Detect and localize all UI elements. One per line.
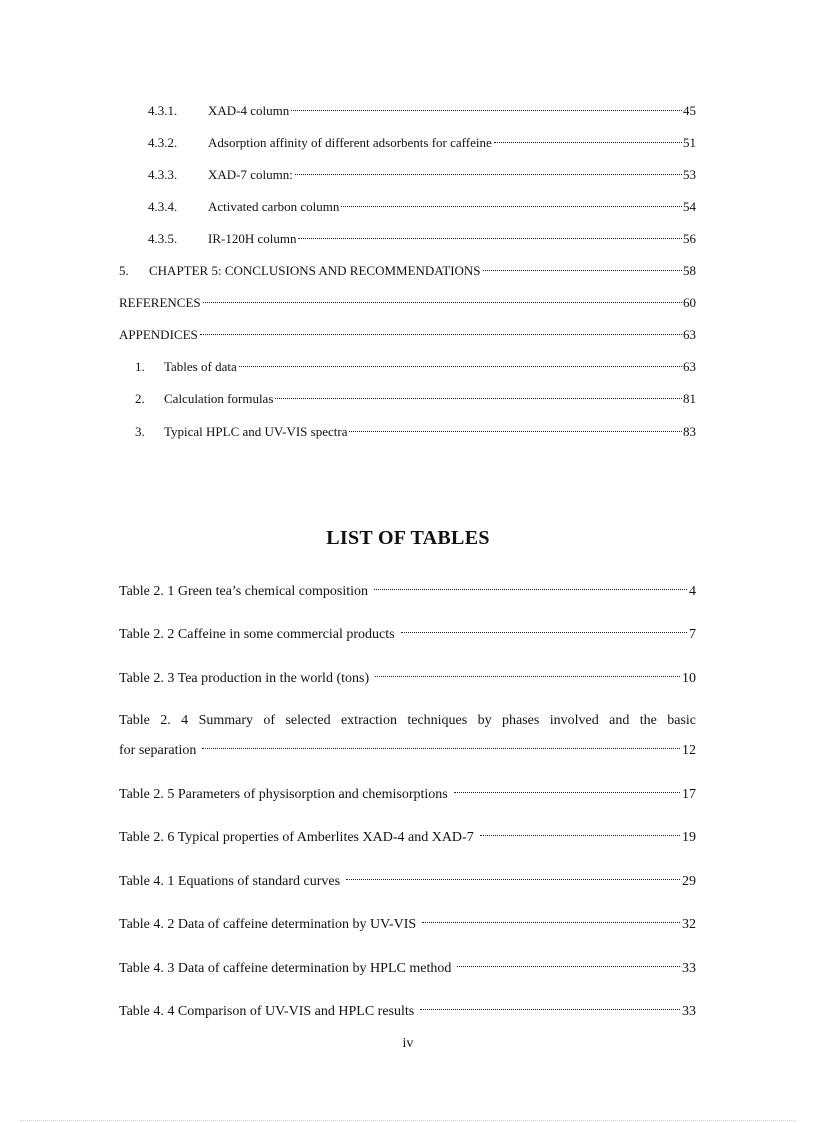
toc-entry-title: REFERENCES	[119, 295, 201, 310]
list-of-tables-entry[interactable]	[119, 997, 696, 1027]
toc-entry-title: Calculation formulas	[164, 391, 274, 406]
list-of-tables-entry[interactable]	[119, 664, 696, 694]
dot-leader	[200, 334, 682, 335]
dot-leader	[202, 748, 680, 749]
toc-entry-page: 51	[683, 135, 696, 150]
toc-entry[interactable]	[0, 197, 816, 217]
toc-entry-page: 53	[683, 167, 696, 182]
list-of-tables-entry[interactable]	[119, 577, 696, 607]
dot-leader	[494, 142, 682, 143]
toc-entry-page: 45	[683, 103, 696, 118]
dot-leader	[295, 174, 682, 175]
toc-entry-page: 56	[683, 231, 696, 246]
table-entry-page: 33	[682, 1004, 696, 1019]
table-entry-page: 4	[689, 584, 696, 599]
table-entry-title: Table 2. 4 Summary of selected extraction techniques by phases involved and the basic	[119, 713, 696, 728]
page-edge-divider	[20, 1120, 796, 1121]
toc-entry-number: 4.3.2.	[148, 135, 178, 150]
toc-entry[interactable]	[0, 229, 816, 249]
toc-entry-title: XAD-7 column:	[208, 167, 293, 182]
page-number: iv	[402, 1036, 414, 1051]
toc-entry-page: 83	[683, 424, 696, 439]
dot-leader	[483, 270, 682, 271]
dot-leader	[374, 589, 687, 590]
dot-leader	[454, 792, 680, 793]
table-entry-page: 7	[689, 627, 696, 642]
table-entry-title: Table 4. 1 Equations of standard curves	[119, 874, 341, 889]
dot-leader	[275, 398, 682, 399]
dot-leader	[375, 676, 680, 677]
dot-leader	[480, 835, 680, 836]
toc-entry-number: 4.3.5.	[148, 231, 178, 246]
toc-entry[interactable]	[0, 357, 816, 377]
table-entry-title: Table 2. 3 Tea production in the world (tons)	[119, 671, 370, 686]
table-entry-page: 29	[682, 874, 696, 889]
toc-entry-title: APPENDICES	[119, 327, 198, 342]
toc-entry-number: 5.	[119, 263, 129, 278]
table-entry-page: 17	[682, 787, 696, 802]
toc-entry-title: CHAPTER 5: CONCLUSIONS AND RECOMMENDATIONS	[149, 263, 481, 278]
table-entry-title: Table 4. 3 Data of caffeine determination by HPLC method	[119, 961, 452, 976]
list-of-tables-heading: LIST OF TABLES	[326, 527, 490, 549]
toc-entry-page: 60	[683, 295, 696, 310]
toc-entry[interactable]	[0, 261, 816, 281]
list-of-tables-entry[interactable]	[119, 620, 696, 650]
list-of-tables-entry[interactable]	[119, 910, 696, 940]
toc-entry-page: 81	[683, 391, 696, 406]
table-entry-page: 19	[682, 830, 696, 845]
table-entry-title: Table 2. 1 Green tea’s chemical composition	[119, 584, 368, 599]
toc-entry-title: Adsorption affinity of different adsorbents for caffeine	[208, 135, 492, 150]
toc-entry-page: 63	[683, 327, 696, 342]
table-entry-page: 32	[682, 917, 696, 932]
table-entry-title: Table 2. 2 Caffeine in some commercial products	[119, 627, 395, 642]
toc-entry-number: 4.3.1.	[148, 103, 178, 118]
table-entry-page: 33	[682, 961, 696, 976]
toc-entry-number: 1.	[135, 359, 145, 374]
toc-entry-page: 54	[683, 199, 696, 214]
toc-entry[interactable]	[0, 165, 816, 185]
toc-entry-title: Typical HPLC and UV-VIS spectra	[164, 424, 348, 439]
table-entry-page: 12	[682, 743, 696, 758]
dot-leader	[291, 110, 682, 111]
toc-entry-title: XAD-4 column	[208, 103, 290, 118]
toc-entry-number: 4.3.3.	[148, 167, 178, 182]
toc-entry-title: IR-120H column	[208, 231, 297, 246]
table-entry-title: Table 4. 4 Comparison of UV-VIS and HPLC results	[119, 1004, 415, 1019]
toc-entry-number: 3.	[135, 424, 145, 439]
dot-leader	[420, 1009, 680, 1010]
list-of-tables-entry[interactable]	[119, 780, 696, 810]
toc-entry-number: 4.3.4.	[148, 199, 178, 214]
toc-entry-title: Activated carbon column	[208, 199, 340, 214]
toc-entry-page: 58	[683, 263, 696, 278]
list-of-tables-entry[interactable]	[119, 823, 696, 853]
toc-entry[interactable]	[0, 422, 816, 442]
toc-entry-number: 2.	[135, 391, 145, 406]
list-of-tables-entry[interactable]	[119, 954, 696, 984]
toc-entry-title: Tables of data	[164, 359, 237, 374]
table-entry-page: 10	[682, 671, 696, 686]
dot-leader	[349, 431, 682, 432]
dot-leader	[401, 632, 687, 633]
toc-entry[interactable]	[0, 293, 816, 313]
toc-entry[interactable]	[0, 133, 816, 153]
dot-leader	[203, 302, 682, 303]
table-entry-title: Table 2. 5 Parameters of physisorption and chemisorptions	[119, 787, 448, 802]
toc-entry[interactable]	[0, 325, 816, 345]
dot-leader	[239, 366, 682, 367]
toc-entry[interactable]	[0, 101, 816, 121]
list-of-tables-entry[interactable]	[119, 706, 696, 766]
dot-leader	[422, 922, 680, 923]
dot-leader	[341, 206, 682, 207]
list-of-tables-entry[interactable]	[119, 867, 696, 897]
dot-leader	[298, 238, 682, 239]
dot-leader	[346, 879, 680, 880]
table-entry-title: Table 4. 2 Data of caffeine determination by UV-VIS	[119, 917, 417, 932]
toc-entry-page: 63	[683, 359, 696, 374]
table-entry-title: Table 2. 6 Typical properties of Amberlites XAD-4 and XAD-7	[119, 830, 474, 845]
table-entry-title-continued: for separation	[119, 743, 197, 758]
toc-entry[interactable]	[0, 389, 816, 409]
dot-leader	[457, 966, 680, 967]
